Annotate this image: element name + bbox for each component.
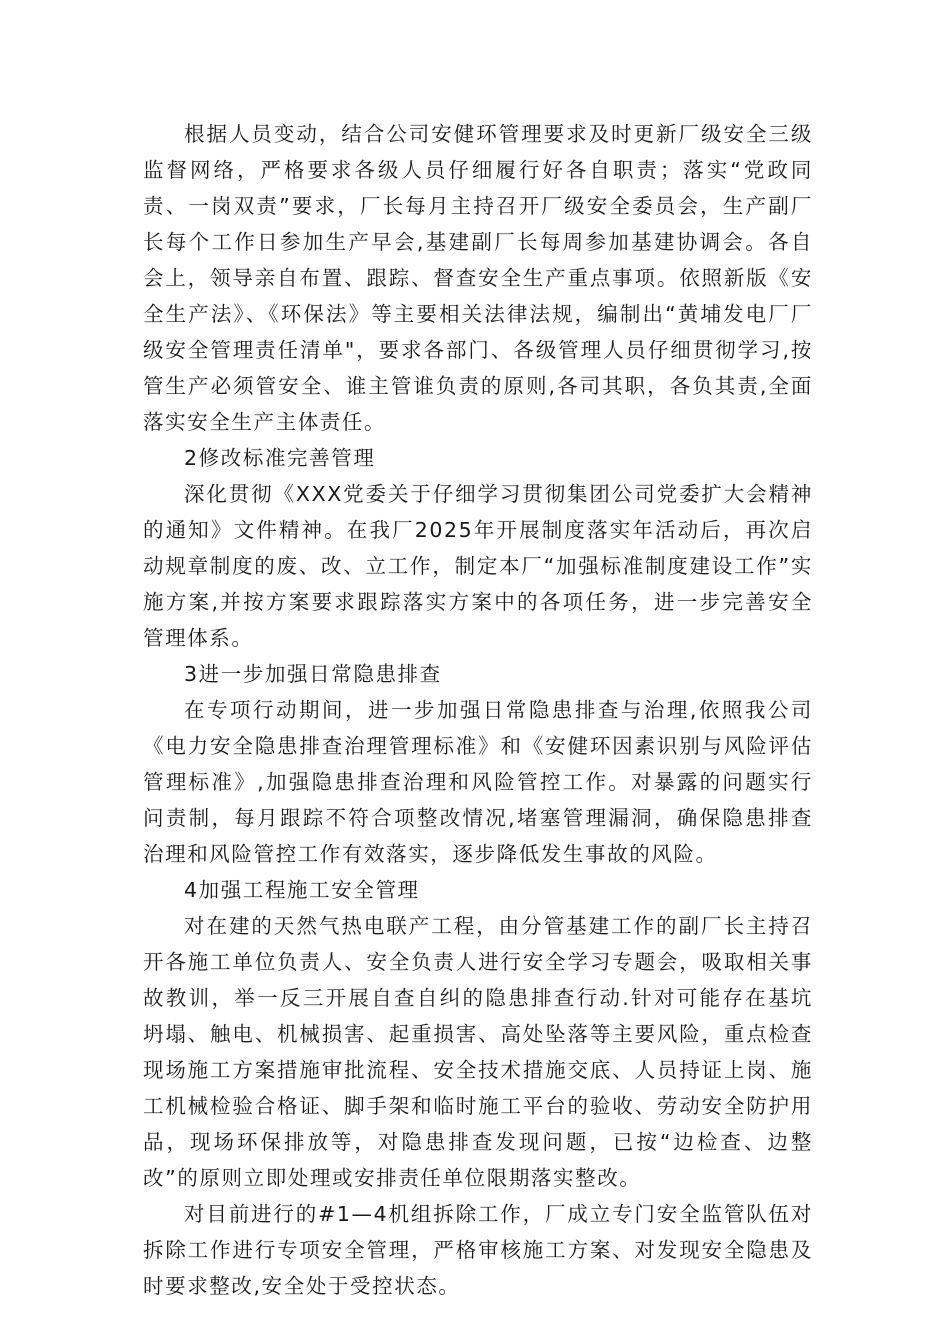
section-heading-4: 4加强工程施工安全管理 [184, 878, 420, 902]
section-heading-3: 3进一步加强日常隐患排查 [184, 662, 442, 686]
section-heading-2: 2修改标准完善管理 [184, 446, 376, 470]
paragraph-hazard-inspection: 在专项行动期间，进一步加强日常隐患排查与治理,依照我公司《电力安全隐患排查治理管理标准》和《安健环因素识别与风险评估管理标准》,加强隐患排查治理和风险管控工作。对暴露的问题实行问责制，每月跟踪不符合项整改情况,堵塞管理漏洞，确保隐患排查治理和风险管控工作有效落实，逐步降低发生事故的风险。 [143, 698, 813, 866]
paragraph-demolition: 对目前进行的#1—4机组拆除工作，厂成立专门安全监管队伍对拆除工作进行专项安全管理，严格审核施工方案、对发现安全隐患及时要求整改,安全处于受控状态。 [143, 1202, 813, 1298]
paragraph-construction-safety: 对在建的天然气热电联产工程，由分管基建工作的副厂长主持召开各施工单位负责人、安全负责人进行安全学习专题会，吸取相关事故教训，举一反三开展自查自纠的隐患排查行动.针对可能存在基坑坍塌、触电、机械损害、起重损害、高处坠落等主要风险，重点检查现场施工方案措施审批流程、安全技术措施交底、人员持证上岗、施工机械检验合格证、脚手架和临时施工平台的验收、劳动安全防护用品，现场环保排放等，对隐患排查发现问题，已按“边检查、边整改”的原则立即处理或安排责任单位限期落实整改。 [143, 914, 813, 1190]
paragraph-responsibility: 根据人员变动，结合公司安健环管理要求及时更新厂级安全三级监督网络，严格要求各级人员仔细履行好各自职责；落实“党政同责、一岗双责”要求，厂长每月主持召开厂级安全委员会，生产副厂长每个工作日参加生产早会,基建副厂长每周参加基建协调会。各自会上，领导亲自布置、跟踪、督查安全生产重点事项。依照新版《安全生产法》、《环保法》等主要相关法律法规，编制出“黄埔发电厂厂级安全管理责任清单"，要求各部门、各级管理人员仔细贯彻学习,按管生产必须管安全、谁主管谁负责的原则,各司其职，各负其责,全面落实安全生产主体责任。 [143, 122, 813, 434]
document-body [143, 116, 813, 1304]
paragraph-standards: 深化贯彻《XXX党委关于仔细学习贯彻集团公司党委扩大会精神的通知》文件精神。在我厂2025年开展制度落实年活动后，再次启动规章制度的废、改、立工作，制定本厂“加强标准制度建设工作”实施方案,并按方案要求跟踪落实方案中的各项任务，进一步完善安全管理体系。 [143, 482, 813, 650]
